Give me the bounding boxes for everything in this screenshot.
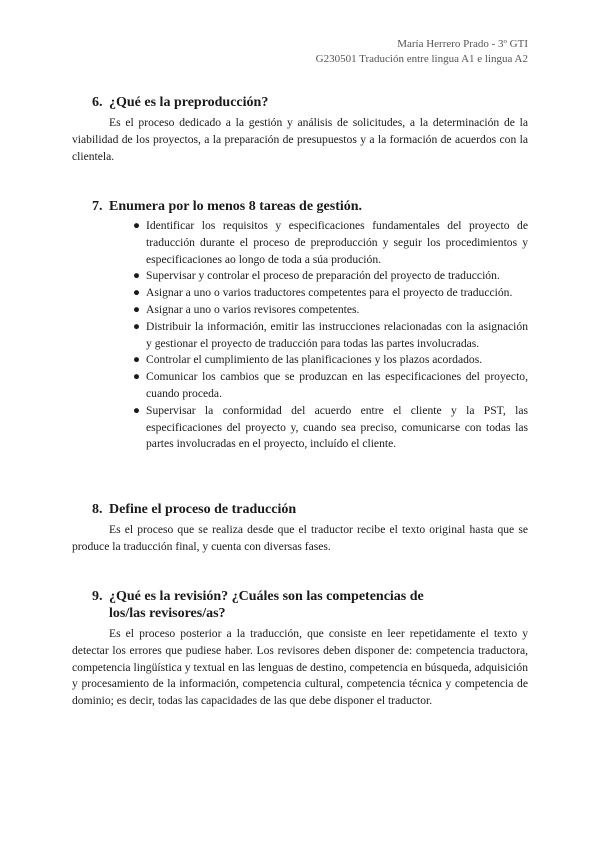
list-item (133, 268, 528, 285)
section-6 (72, 94, 528, 165)
section-title: Enumera por lo menos 8 tareas de gestión. (109, 199, 363, 214)
page-header (316, 37, 528, 67)
section-heading (92, 501, 528, 518)
list-item (133, 369, 528, 403)
header-author: María Herrero Prado - 3º GTI (397, 38, 528, 50)
section-heading (92, 198, 528, 215)
list-item-text: Controlar el cumplimiento de las planificaciones y los plazos acordados. (146, 353, 483, 367)
list-item (133, 218, 528, 268)
list-item-text: Identificar los requisitos y especificaciones fundamentales del proyecto de traducción durante el proceso de preproducción y seguir los procedimientos y especificaciones ao longo de toda a súa produción. (146, 219, 528, 266)
bullet-icon: ● (133, 353, 141, 367)
bullet-icon: ● (133, 370, 141, 384)
section-heading (92, 94, 528, 111)
list-item-text: Supervisar y controlar el proceso de preparación del proyecto de traducción. (146, 269, 500, 283)
section-8 (72, 501, 528, 556)
list-item (133, 319, 528, 353)
section-body: Es el proceso posterior a la traducción, que consiste en leer repetidamente el texto y detectar los errores que pudiese haber. Los revisores deben disponer de: competencia traductora, competencia lingüística y textual en las lenguas de destino, competencia en búsqueda, adquisición y procesamiento de la información, competencia cultural, competencia técnica y competencia de dominio; es decir, todas las capacidades de las que debe disponer el traductor. (72, 627, 528, 708)
header-course: G230501 Tradución entre lingua A1 e lingua A2 (315, 53, 528, 65)
list-item (133, 302, 528, 319)
list-item-text: Comunicar los cambios que se produzcan en las especificaciones del proyecto, cuando proceda. (146, 370, 528, 400)
section-7 (72, 198, 528, 453)
bullet-icon: ● (133, 302, 141, 316)
list-item-text: Asignar a uno o varios revisores competentes. (146, 302, 360, 316)
bullet-icon: ● (133, 219, 141, 232)
bullet-icon: ● (133, 269, 141, 283)
section-number: 7. (92, 199, 103, 214)
list-item-text: Distribuir la información, emitir las instrucciones relacionadas con la asignación y gestionar el proyecto de traducción para todas las partes involucradas. (146, 319, 528, 350)
list-item (133, 285, 528, 302)
section-9 (72, 588, 528, 710)
section-title: ¿Qué es la revisión? ¿Cuáles son las competencias de los/las revisores/as? (109, 589, 424, 621)
section-heading (92, 588, 528, 622)
section-body: Es el proceso dedicado a la gestión y análisis de solicitudes, a la determinación de la viabilidad de los proyectos, a la preparación de presupuestos y a la formación de acuerdos con la clientela. (72, 116, 528, 163)
section-number: 9. (92, 589, 103, 604)
section-title: Define el proceso de traducción (109, 502, 297, 517)
list-item (133, 352, 528, 369)
list-item (133, 403, 528, 453)
section-number: 6. (92, 95, 103, 110)
bullet-icon: ● (133, 319, 141, 333)
task-list (72, 218, 528, 453)
section-body: Es el proceso que se realiza desde que el traductor recibe el texto original hasta que se produce la traducción final, y cuenta con diversas fases. (72, 523, 528, 553)
section-title: ¿Qué es la preproducción? (109, 95, 269, 110)
bullet-icon: ● (133, 286, 141, 300)
bullet-icon: ● (133, 403, 141, 417)
list-item-text: Asignar a uno o varios traductores competentes para el proyecto de traducción. (146, 286, 513, 300)
list-item-text: Supervisar la conformidad del acuerdo entre el cliente y la PST, las especificaciones del proyecto y, cuando sea preciso, comunicarse con todas las partes involucradas en el proyecto, incluído el cliente. (146, 403, 528, 451)
section-number: 8. (92, 502, 103, 517)
